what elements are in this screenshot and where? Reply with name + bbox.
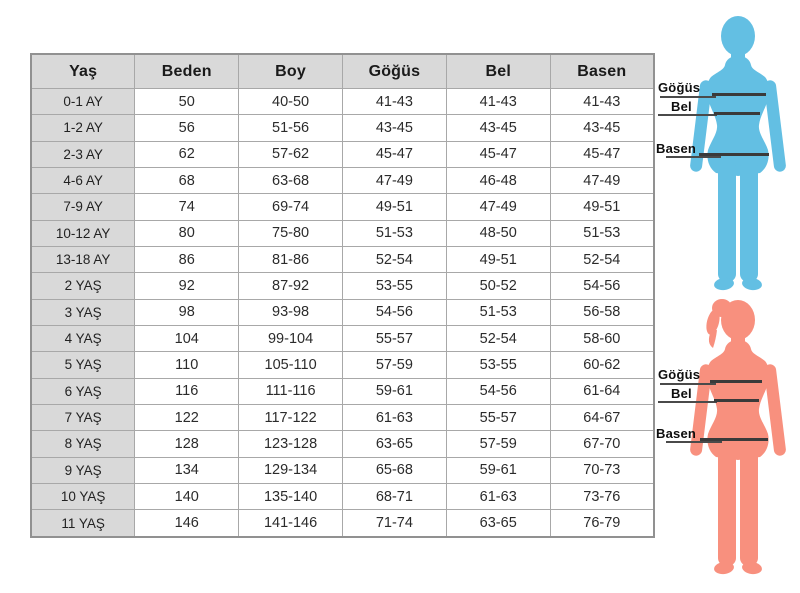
chest-measure-leader-blue: [660, 96, 716, 98]
value-cell: 51-53: [342, 220, 446, 246]
value-cell: 129-134: [239, 457, 343, 483]
value-cell: 57-62: [239, 141, 343, 167]
value-cell: 43-45: [550, 115, 654, 141]
waist-measure-leader-blue: [658, 114, 717, 116]
value-cell: 93-98: [239, 299, 343, 325]
table-row: [31, 325, 654, 351]
value-cell: 63-65: [342, 431, 446, 457]
value-cell: 99-104: [239, 325, 343, 351]
value-cell: 56-58: [550, 299, 654, 325]
row-header-cell: 2 YAŞ: [31, 273, 135, 299]
value-cell: 146: [135, 510, 239, 537]
value-cell: 54-56: [550, 273, 654, 299]
chest-measure-line-pink: [710, 380, 762, 383]
hip-measure-line-blue: [699, 153, 769, 156]
value-cell: 43-45: [446, 115, 550, 141]
column-header-3: Göğüs: [342, 54, 446, 89]
value-cell: 55-57: [446, 404, 550, 430]
table-row: [31, 246, 654, 272]
value-cell: 52-54: [342, 246, 446, 272]
row-header-cell: 8 YAŞ: [31, 431, 135, 457]
row-header-cell: 4 YAŞ: [31, 325, 135, 351]
value-cell: 104: [135, 325, 239, 351]
row-header-cell: 1-2 AY: [31, 115, 135, 141]
value-cell: 51-53: [446, 299, 550, 325]
value-cell: 64-67: [550, 404, 654, 430]
waist-measure-label-blue: Bel: [671, 99, 692, 114]
value-cell: 56: [135, 115, 239, 141]
value-cell: 45-47: [446, 141, 550, 167]
waist-measure-line-blue: [714, 112, 760, 115]
value-cell: 122: [135, 404, 239, 430]
value-cell: 76-79: [550, 510, 654, 537]
value-cell: 43-45: [342, 115, 446, 141]
row-header-cell: 4-6 AY: [31, 167, 135, 193]
table-body: [31, 89, 654, 538]
value-cell: 98: [135, 299, 239, 325]
chest-measure-leader-pink: [660, 383, 716, 385]
value-cell: 52-54: [550, 246, 654, 272]
value-cell: 47-49: [550, 167, 654, 193]
value-cell: 128: [135, 431, 239, 457]
value-cell: 47-49: [446, 194, 550, 220]
value-cell: 48-50: [446, 220, 550, 246]
value-cell: 47-49: [342, 167, 446, 193]
row-header-cell: 0-1 AY: [31, 89, 135, 115]
value-cell: 80: [135, 220, 239, 246]
value-cell: 68-71: [342, 483, 446, 509]
row-header-cell: 10 YAŞ: [31, 483, 135, 509]
value-cell: 75-80: [239, 220, 343, 246]
value-cell: 50-52: [446, 273, 550, 299]
chest-measure-label-pink: Göğüs: [658, 367, 701, 382]
value-cell: 55-57: [342, 325, 446, 351]
value-cell: 74: [135, 194, 239, 220]
value-cell: 111-116: [239, 378, 343, 404]
value-cell: 116: [135, 378, 239, 404]
table-row: [31, 404, 654, 430]
value-cell: 41-43: [446, 89, 550, 115]
value-cell: 71-74: [342, 510, 446, 537]
value-cell: 40-50: [239, 89, 343, 115]
table-row: [31, 510, 654, 537]
chest-measure-label-blue: Göğüs: [658, 80, 701, 95]
table-row: [31, 457, 654, 483]
value-cell: 61-63: [342, 404, 446, 430]
value-cell: 123-128: [239, 431, 343, 457]
value-cell: 141-146: [239, 510, 343, 537]
hip-measure-line-pink: [700, 438, 768, 441]
waist-measure-label-pink: Bel: [671, 386, 692, 401]
value-cell: 65-68: [342, 457, 446, 483]
value-cell: 58-60: [550, 325, 654, 351]
value-cell: 51-53: [550, 220, 654, 246]
value-cell: 63-68: [239, 167, 343, 193]
table-row: [31, 483, 654, 509]
value-cell: 86: [135, 246, 239, 272]
value-cell: 60-62: [550, 352, 654, 378]
row-header-cell: 5 YAŞ: [31, 352, 135, 378]
row-header-cell: 13-18 AY: [31, 246, 135, 272]
row-header-cell: 6 YAŞ: [31, 378, 135, 404]
row-header-cell: 3 YAŞ: [31, 299, 135, 325]
table-row: [31, 431, 654, 457]
value-cell: 41-43: [550, 89, 654, 115]
row-header-cell: 7-9 AY: [31, 194, 135, 220]
hip-measure-label-blue: Basen: [656, 141, 697, 156]
row-header-cell: 2-3 AY: [31, 141, 135, 167]
waist-measure-leader-pink: [658, 401, 717, 403]
value-cell: 59-61: [342, 378, 446, 404]
table-row: [31, 194, 654, 220]
value-cell: 67-70: [550, 431, 654, 457]
value-cell: 52-54: [446, 325, 550, 351]
row-header-cell: 9 YAŞ: [31, 457, 135, 483]
hip-measure-leader-blue: [666, 156, 721, 158]
value-cell: 49-51: [550, 194, 654, 220]
hip-measure-label-pink: Basen: [656, 426, 697, 441]
value-cell: 57-59: [342, 352, 446, 378]
value-cell: 63-65: [446, 510, 550, 537]
size-chart-table: [30, 53, 655, 538]
value-cell: 53-55: [446, 352, 550, 378]
hip-measure-leader-pink: [666, 441, 722, 443]
value-cell: 45-47: [550, 141, 654, 167]
value-cell: 57-59: [446, 431, 550, 457]
table-row: [31, 89, 654, 115]
value-cell: 51-56: [239, 115, 343, 141]
value-cell: 105-110: [239, 352, 343, 378]
value-cell: 45-47: [342, 141, 446, 167]
value-cell: 140: [135, 483, 239, 509]
table-header: [31, 54, 654, 89]
column-header-4: Bel: [446, 54, 550, 89]
row-header-cell: 10-12 AY: [31, 220, 135, 246]
value-cell: 41-43: [342, 89, 446, 115]
value-cell: 81-86: [239, 246, 343, 272]
value-cell: 49-51: [446, 246, 550, 272]
row-header-cell: 11 YAŞ: [31, 510, 135, 537]
header-row: [31, 54, 654, 89]
table-row: [31, 299, 654, 325]
waist-measure-line-pink: [714, 399, 759, 402]
value-cell: 53-55: [342, 273, 446, 299]
column-header-0: Yaş: [31, 54, 135, 89]
value-cell: 54-56: [342, 299, 446, 325]
value-cell: 62: [135, 141, 239, 167]
value-cell: 68: [135, 167, 239, 193]
value-cell: 50: [135, 89, 239, 115]
column-header-2: Boy: [239, 54, 343, 89]
table-row: [31, 167, 654, 193]
value-cell: 92: [135, 273, 239, 299]
value-cell: 59-61: [446, 457, 550, 483]
table-row: [31, 352, 654, 378]
column-header-1: Beden: [135, 54, 239, 89]
value-cell: 117-122: [239, 404, 343, 430]
table-row: [31, 115, 654, 141]
value-cell: 135-140: [239, 483, 343, 509]
value-cell: 49-51: [342, 194, 446, 220]
row-header-cell: 7 YAŞ: [31, 404, 135, 430]
value-cell: 61-64: [550, 378, 654, 404]
value-cell: 70-73: [550, 457, 654, 483]
table-row: [31, 273, 654, 299]
value-cell: 87-92: [239, 273, 343, 299]
value-cell: 69-74: [239, 194, 343, 220]
table-row: [31, 220, 654, 246]
table-row: [31, 378, 654, 404]
value-cell: 110: [135, 352, 239, 378]
value-cell: 73-76: [550, 483, 654, 509]
value-cell: 61-63: [446, 483, 550, 509]
value-cell: 134: [135, 457, 239, 483]
column-header-5: Basen: [550, 54, 654, 89]
value-cell: 54-56: [446, 378, 550, 404]
chest-measure-line-blue: [712, 93, 766, 96]
value-cell: 46-48: [446, 167, 550, 193]
table-row: [31, 141, 654, 167]
